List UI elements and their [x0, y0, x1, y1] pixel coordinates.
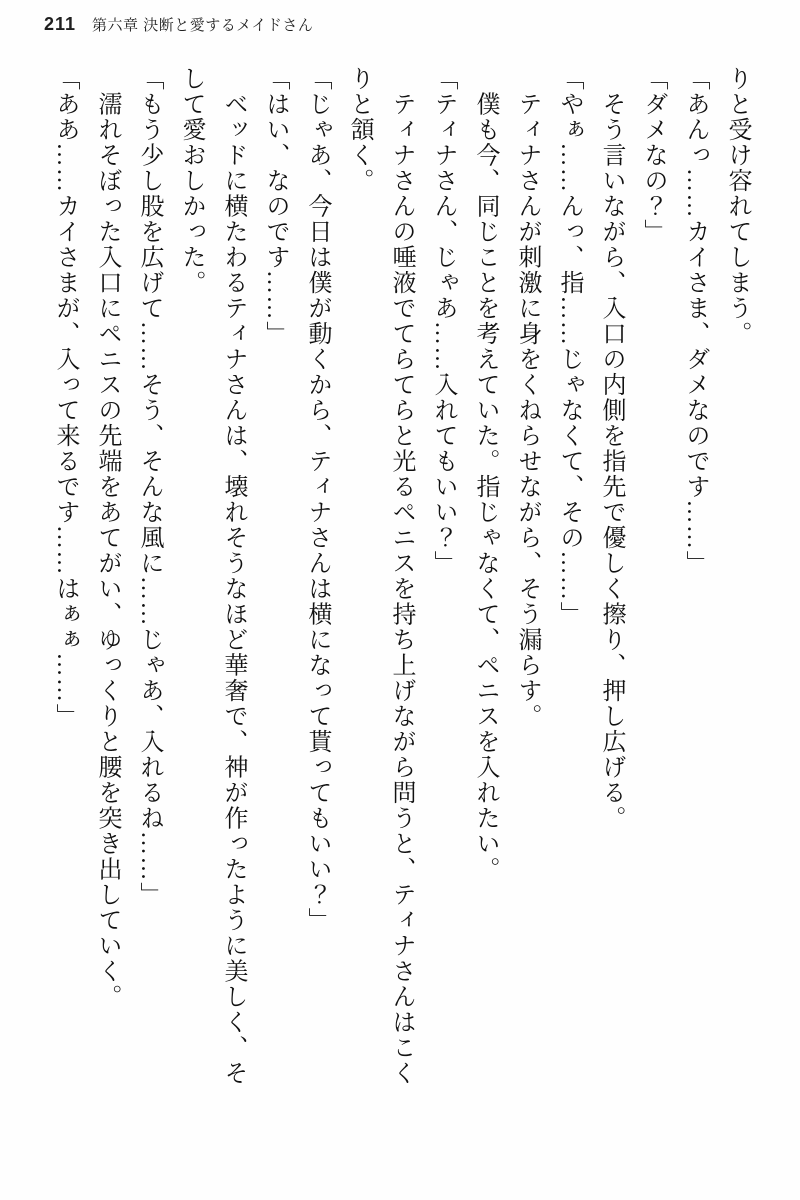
- paragraph: 「ダメなの？」: [640, 66, 666, 245]
- paragraph: ティナさんの唾液でてらてらと光るペニスを持ち上げながら問うと、ティナさんはこくりと頷く。: [346, 66, 414, 1086]
- paragraph: りと受け容れてしまう。: [724, 66, 750, 347]
- paragraph: 「やぁ……んっ、指……じゃなくて、その……」: [556, 66, 582, 627]
- paragraph: 「もう少し股を広げて……そう、そんな風に……じゃあ、入れるね……」: [136, 66, 162, 908]
- page-number: 211: [44, 14, 77, 34]
- paragraph: ベッドに横たわるティナさんは、壊れそうなほど華奢で、神が作ったように美しく、そして愛おしかった。: [178, 66, 246, 1086]
- paragraph: 「あんっ……カイさま、ダメなのです……」: [682, 66, 708, 576]
- paragraph: 「はい、なのです……」: [262, 66, 288, 347]
- paragraph: 「ティナさん、じゃあ……入れてもいい？」: [430, 66, 456, 576]
- paragraph: 僕も今、同じことを考えていた。指じゃなくて、ペニスを入れたい。: [472, 66, 498, 882]
- vertical-text-block: [44, 66, 758, 1096]
- paragraph: 濡れそぼった入口にペニスの先端をあてがい、ゆっくりと腰を突き出していく。: [94, 66, 120, 1010]
- chapter-title: 第六章 決断と愛するメイドさん: [92, 17, 314, 34]
- paragraph: そう言いながら、入口の内側を指先で優しく擦り、押し広げる。: [598, 66, 624, 831]
- paragraph: ティナさんが刺激に身をくねらせながら、そう漏らす。: [514, 66, 540, 729]
- paragraph: 「じゃあ、今日は僕が動くから、ティナさんは横になって貰ってもいい？」: [304, 66, 330, 933]
- paragraph: 「ああ……カイさまが、入って来るです……はぁぁ……」: [52, 66, 78, 729]
- page-header: [44, 14, 313, 35]
